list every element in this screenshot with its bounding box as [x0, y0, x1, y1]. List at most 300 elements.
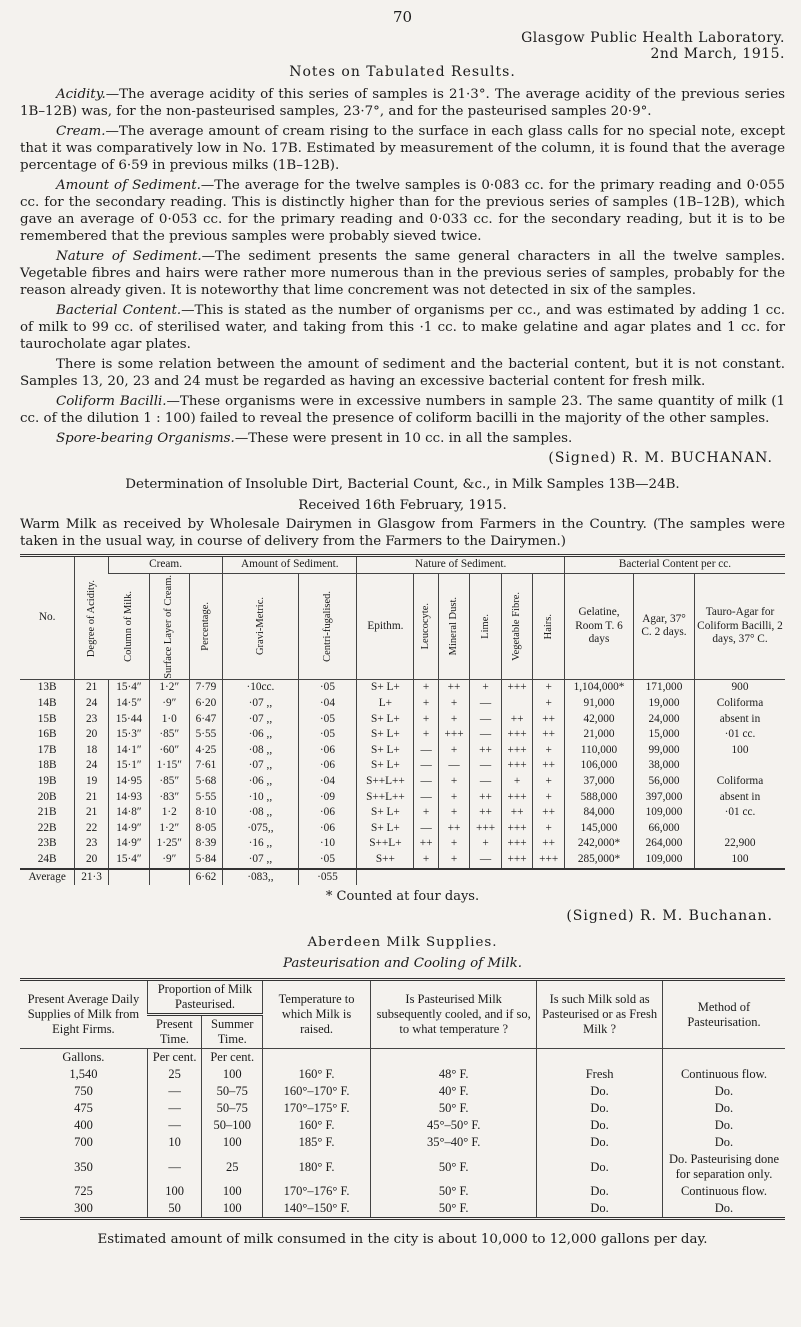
cell-hairs: ++ [533, 836, 565, 852]
note-paragraph [20, 430, 785, 447]
cell-centri: ·05 [298, 680, 357, 696]
cell-no: 22B [37, 821, 57, 834]
cell-hairs: + [533, 774, 565, 790]
cell-epithm: L+ [357, 696, 414, 712]
cell-veg: +++ [501, 743, 533, 759]
cell-gelatine: 91,000 [565, 696, 634, 712]
sediment-table [20, 554, 785, 885]
cell-no: 19B [37, 774, 57, 787]
cell-veg: ++ [501, 712, 533, 728]
cell-method: Continuous flow. [662, 1066, 785, 1083]
cell-pct: 8·10 [189, 805, 223, 821]
cell-temp: 170°–176° F. [263, 1183, 371, 1200]
cell-mineral: — [438, 758, 470, 774]
table-row [20, 727, 785, 743]
cell-tauro: absent in [695, 712, 786, 728]
footnote: * Counted at four days. [325, 889, 480, 905]
cell-column: 14·5″ [108, 696, 149, 712]
col-gelatine: Gelatine, Room T. 6 days [565, 573, 634, 680]
cell-epithm: S+ L+ [357, 743, 414, 759]
cell-gallons: 750 [74, 1084, 93, 1099]
cell-sold: Do. [537, 1117, 663, 1134]
notes-section [20, 86, 785, 447]
cell-column: 15·4″ [108, 852, 149, 869]
col-hairs: Hairs. [533, 573, 565, 680]
average-acidity: 21·3 [75, 869, 109, 886]
cell-tauro: 100 [695, 743, 786, 759]
cell-mineral: + [438, 712, 470, 728]
cell-gelatine: 1,104,000* [565, 680, 634, 696]
cell-present: — [147, 1100, 202, 1117]
note-text: —The average amount of cream rising to the surface in each glass calls for no special note, except that it was comparatively low in No. 17B. Estimated by measurement of the column, it is found that the average percentage of 6·59 in previous milks (1B–12B). [20, 124, 785, 173]
cell-gelatine: 42,000 [565, 712, 634, 728]
cell-summer: 25 [202, 1151, 263, 1183]
cell-cooled: 45°–50° F. [371, 1117, 537, 1134]
cell-mineral: ++ [438, 821, 470, 837]
cell-pct: 5·55 [189, 727, 223, 743]
cell-pct: 6·47 [189, 712, 223, 728]
t2-col-cooled: Is Pasteurised Milk subsequently cooled, and if so, to what temperature ? [371, 980, 537, 1049]
cell-agar: 264,000 [634, 836, 695, 852]
cell-lime: ++ [470, 805, 502, 821]
cell-method: Do. [662, 1200, 785, 1219]
cell-surface: 1·0 [149, 712, 189, 728]
cell-acidity: 21 [75, 790, 109, 806]
col-column: Column of Milk. [108, 573, 149, 680]
unit-present: Per cent. [147, 1049, 202, 1067]
units-row [20, 1049, 785, 1067]
col-epithm: Epithm. [357, 573, 414, 680]
note-lead: Bacterial Content. [56, 303, 182, 318]
cell-pct: 8·39 [189, 836, 223, 852]
note-text: —The sediment presents the same general characters in all the twelve samples. Vegetable fibres and hairs were rather more numerous than in the previous series of samples, probably for the reason already given. It is noteworthy that lime concrement was not detected in six of the samples. [20, 249, 785, 298]
col-percentage: Percentage. [189, 573, 223, 680]
report-date: 2nd March, 1915. [650, 46, 785, 62]
cell-surface: ·83″ [149, 790, 189, 806]
cell-gravi: ·07 ,, [223, 696, 298, 712]
cell-hairs: +++ [533, 852, 565, 869]
table-row [20, 790, 785, 806]
cell-centri: ·06 [298, 821, 357, 837]
group-bacterial: Bacterial Content per cc. [565, 556, 786, 574]
cell-centri: ·06 [298, 758, 357, 774]
group-cream: Cream. [108, 556, 222, 574]
table-row [20, 758, 785, 774]
col-lime: Lime. [470, 573, 502, 680]
cell-mineral: +++ [438, 727, 470, 743]
cell-lime: — [470, 758, 502, 774]
cell-column: 14·93 [108, 790, 149, 806]
cell-hairs: + [533, 696, 565, 712]
cell-column: 14·9″ [108, 836, 149, 852]
cell-hairs: ++ [533, 712, 565, 728]
page-number: 70 [392, 8, 413, 26]
note-text: —These were present in 10 cc. in all the samples. [234, 431, 573, 446]
cell-no: 18B [37, 759, 57, 772]
cell-gallons: 300 [20, 1200, 147, 1219]
cell-summer: 50–75 [202, 1083, 263, 1100]
table-row [20, 805, 785, 821]
cell-present: — [147, 1117, 202, 1134]
cell-tauro [695, 821, 786, 837]
cell-surface: ·60″ [149, 743, 189, 759]
cell-gallons: 1,540 [69, 1067, 98, 1082]
cell-gravi: ·08 ,, [223, 805, 298, 821]
cell-tauro: ·01 cc. [695, 805, 786, 821]
note-text: —This is stated as the number of organisms per cc., and was estimated by adding 1 cc. of milk to 99 cc. of sterilised water, and taking from this ·1 cc. to make gelatine and agar plates and 1 cc. for taurocholate agar plates. [20, 303, 785, 352]
cell-surface: ·85″ [149, 774, 189, 790]
cell-surface: 1·25″ [149, 836, 189, 852]
aberdeen-title: Aberdeen Milk Supplies. [307, 935, 498, 951]
cell-surface: ·9″ [149, 696, 189, 712]
cell-agar: 66,000 [634, 821, 695, 837]
cell-centri: ·04 [298, 696, 357, 712]
col-centri: Centri-fugalised. [298, 573, 357, 680]
note-paragraph [20, 248, 785, 299]
cell-leuco: + [414, 727, 438, 743]
cell-surface: 1·2 [149, 805, 189, 821]
cell-method: Do. [662, 1083, 785, 1100]
cell-agar: 15,000 [634, 727, 695, 743]
consumption-estimate: Estimated amount of milk consumed in the city is about 10,000 to 12,000 gallons per day. [97, 1232, 708, 1248]
cell-sold: Do. [537, 1100, 663, 1117]
cell-present: 10 [147, 1134, 202, 1151]
notes-subtitle: Notes on Tabulated Results. [289, 64, 516, 80]
note-text: —The average acidity of this series of samples is 21·3°. The average acidity of the previous series 1B–12B) was, for the non-pasteurised samples, 23·7°, and for the pasteurised samples 20·9°. [20, 87, 785, 119]
cell-lime: + [470, 680, 502, 696]
cell-lime: — [470, 712, 502, 728]
col-tauro: Tauro-Agar for Coliform Bacilli, 2 days, 37° C. [695, 573, 786, 680]
table-row [20, 1200, 785, 1219]
cell-lime: ++ [470, 743, 502, 759]
signature-buchanan-1: (Signed) R. M. BUCHANAN. [548, 450, 773, 466]
cell-summer: 50–75 [202, 1100, 263, 1117]
cell-epithm: S+ L+ [357, 821, 414, 837]
table-row [20, 1100, 785, 1117]
col-no: No. [20, 556, 75, 680]
cell-no: 20B [37, 790, 57, 803]
note-paragraph [20, 177, 785, 245]
cell-gallons: 725 [74, 1184, 93, 1199]
cell-temp: 160° F. [263, 1066, 371, 1083]
cell-surface: 1·2″ [149, 680, 189, 696]
col-leucocyte: Leucocyte. [414, 573, 438, 680]
cell-gravi: ·06 ,, [223, 727, 298, 743]
cell-lime: — [470, 727, 502, 743]
t2-col-summer: Summer Time. [202, 1015, 263, 1049]
cell-gravi: ·07 ,, [223, 712, 298, 728]
average-gravi: ·083,, [223, 869, 298, 886]
note-paragraph [20, 86, 785, 120]
cell-centri: ·05 [298, 852, 357, 869]
cell-method: Do. [662, 1100, 785, 1117]
lab-title: Glasgow Public Health Laboratory. [521, 30, 785, 46]
cell-acidity: 20 [75, 727, 109, 743]
cell-no: 16B [37, 728, 57, 741]
cell-column: 15·3″ [108, 727, 149, 743]
table-row [20, 712, 785, 728]
cell-surface: 1·2″ [149, 821, 189, 837]
cell-centri: ·05 [298, 712, 357, 728]
cell-surface: ·9″ [149, 852, 189, 869]
cell-no: 23B [37, 837, 57, 850]
cell-agar: 109,000 [634, 852, 695, 869]
cell-sold: Fresh [537, 1066, 663, 1083]
table-row [20, 1083, 785, 1100]
cell-cooled: 35°–40° F. [371, 1134, 537, 1151]
cell-cooled: 50° F. [371, 1100, 537, 1117]
cell-leuco: — [414, 790, 438, 806]
cell-column: 14·8″ [108, 805, 149, 821]
table-row [20, 852, 785, 869]
cell-agar: 38,000 [634, 758, 695, 774]
cell-mineral: + [438, 696, 470, 712]
cell-agar: 171,000 [634, 680, 695, 696]
cell-column: 14·9″ [108, 821, 149, 837]
cell-surface: 1·15″ [149, 758, 189, 774]
cell-no: 14B [37, 696, 57, 709]
unit-gallons: Gallons. [62, 1050, 105, 1065]
cell-column: 15·44 [108, 712, 149, 728]
cell-hairs: ++ [533, 758, 565, 774]
table-row [20, 1151, 785, 1183]
cell-tauro: 22,900 [695, 836, 786, 852]
col-vegetable: Vegetable Fibre. [501, 573, 533, 680]
cell-gelatine: 588,000 [565, 790, 634, 806]
cell-veg: +++ [501, 852, 533, 869]
table-row [20, 743, 785, 759]
cell-temp: 180° F. [263, 1151, 371, 1183]
pasteurisation-table [20, 978, 785, 1220]
cell-centri: ·06 [298, 743, 357, 759]
cell-pct: 5·68 [189, 774, 223, 790]
cell-acidity: 24 [75, 758, 109, 774]
cell-leuco: — [414, 774, 438, 790]
cell-gelatine: 84,000 [565, 805, 634, 821]
t2-col-temperature: Temperature to which Milk is raised. [263, 980, 371, 1049]
cell-gravi: ·07 ,, [223, 852, 298, 869]
cell-gallons: 700 [74, 1135, 93, 1150]
cell-veg: +++ [501, 758, 533, 774]
cell-present: 100 [147, 1183, 202, 1200]
cell-epithm: S++L++ [357, 774, 414, 790]
cell-agar: 56,000 [634, 774, 695, 790]
note-lead: Acidity. [56, 87, 106, 102]
cell-gallons: 475 [74, 1101, 93, 1116]
cell-no: 21B [37, 806, 57, 819]
cell-pct: 5·55 [189, 790, 223, 806]
cell-no: 15B [37, 712, 57, 725]
cell-gelatine: 110,000 [565, 743, 634, 759]
cell-gravi: ·10 ,, [223, 790, 298, 806]
unit-summer: Per cent. [202, 1049, 263, 1067]
cell-epithm: S+ L+ [357, 727, 414, 743]
cell-pct: 6·20 [189, 696, 223, 712]
cell-gravi: ·075,, [223, 821, 298, 837]
note-paragraph [20, 302, 785, 353]
cell-epithm: S+ L+ [357, 680, 414, 696]
cell-veg: +++ [501, 790, 533, 806]
cell-centri: ·05 [298, 727, 357, 743]
cell-acidity: 21 [75, 805, 109, 821]
cell-mineral: + [438, 852, 470, 869]
t2-col-present: Present Time. [147, 1015, 202, 1049]
cell-cooled: 48° F. [371, 1066, 537, 1083]
cell-lime: + [470, 836, 502, 852]
average-percentage: 6·62 [189, 869, 223, 886]
table-row [20, 821, 785, 837]
cell-summer: 100 [202, 1183, 263, 1200]
cell-agar: 19,000 [634, 696, 695, 712]
cell-acidity: 23 [75, 712, 109, 728]
note-text: There is some relation between the amount of sediment and the bacterial content, but it is not constant. Samples 13, 20, 23 and 24 must be regarded as having an excessive bacterial content for fresh milk. [20, 357, 785, 389]
cell-lime: — [470, 774, 502, 790]
cell-leuco: + [414, 852, 438, 869]
cell-acidity: 20 [75, 852, 109, 869]
cell-gelatine: 21,000 [565, 727, 634, 743]
note-lead: Amount of Sediment. [56, 178, 201, 193]
cell-veg: +++ [501, 727, 533, 743]
cell-epithm: S++L++ [357, 790, 414, 806]
cell-gravi: ·06 ,, [223, 774, 298, 790]
cell-leuco: + [414, 696, 438, 712]
cell-pct: 4·25 [189, 743, 223, 759]
cell-pct: 5·84 [189, 852, 223, 869]
note-text: —These organisms were in excessive numbers in sample 23. The same quantity of milk (1 cc. of the dilution 1 : 100) failed to reveal the presence of coliform bacilli in the majority of the other samples. [20, 394, 785, 426]
col-surface: Surface Layer of Cream. [149, 573, 189, 680]
cell-present: — [147, 1083, 202, 1100]
table-row [20, 1117, 785, 1134]
cell-gravi: ·16 ,, [223, 836, 298, 852]
average-row [20, 869, 785, 886]
cell-mineral: + [438, 805, 470, 821]
cell-present: 50 [147, 1200, 202, 1219]
cell-temp: 185° F. [263, 1134, 371, 1151]
received-date: Received 16th February, 1915. [298, 498, 507, 513]
note-lead: Cream. [56, 124, 106, 139]
cell-method: Do. Pasteurising done for separation only. [662, 1151, 785, 1183]
cell-summer: 50–100 [202, 1117, 263, 1134]
cell-agar: 99,000 [634, 743, 695, 759]
cell-mineral: + [438, 790, 470, 806]
cell-method: Do. [662, 1134, 785, 1151]
cell-agar: 109,000 [634, 805, 695, 821]
cell-centri: ·06 [298, 805, 357, 821]
cell-veg [501, 696, 533, 712]
signature-buchanan-2: (Signed) R. M. Buchanan. [566, 908, 773, 925]
cell-mineral: + [438, 774, 470, 790]
aberdeen-subtitle: Pasteurisation and Cooling of Milk. [282, 956, 523, 972]
cell-epithm: S+ L+ [357, 805, 414, 821]
cell-tauro: Coliforma [695, 696, 786, 712]
cell-leuco: ++ [414, 836, 438, 852]
t2-col-supplies: Present Average Daily Supplies of Milk from Eight Firms. [20, 980, 147, 1049]
cell-summer: 100 [202, 1066, 263, 1083]
cell-veg: + [501, 774, 533, 790]
cell-mineral: + [438, 743, 470, 759]
cell-tauro: absent in [695, 790, 786, 806]
cell-pct: 7·61 [189, 758, 223, 774]
note-paragraph [20, 123, 785, 174]
table-row [20, 836, 785, 852]
cell-summer: 100 [202, 1200, 263, 1219]
cell-centri: ·04 [298, 774, 357, 790]
cell-hairs: ++ [533, 727, 565, 743]
col-agar: Agar, 37° C. 2 days. [634, 573, 695, 680]
cell-gelatine: 37,000 [565, 774, 634, 790]
cell-acidity: 22 [75, 821, 109, 837]
cell-hairs: ++ [533, 805, 565, 821]
average-centri: ·055 [298, 869, 357, 886]
determination-heading: Determination of Insoluble Dirt, Bacterial Count, &c., in Milk Samples 13B—24B. [125, 477, 680, 492]
cell-hairs: + [533, 680, 565, 696]
col-gravi: Gravi-Metric. [223, 573, 298, 680]
cell-tauro: 100 [695, 852, 786, 869]
t2-col-method: Method of Pasteurisation. [662, 980, 785, 1049]
cell-sold: Do. [537, 1134, 663, 1151]
cell-acidity: 19 [75, 774, 109, 790]
cell-epithm: S++L+ [357, 836, 414, 852]
cell-lime: — [470, 696, 502, 712]
cell-pct: 7·79 [189, 680, 223, 696]
cell-veg: +++ [501, 836, 533, 852]
cell-leuco: — [414, 758, 438, 774]
cell-column: 14·95 [108, 774, 149, 790]
cell-present: — [147, 1151, 202, 1183]
cell-column: 15·4″ [108, 680, 149, 696]
cell-leuco: + [414, 805, 438, 821]
cell-leuco: — [414, 821, 438, 837]
average-label: Average [20, 869, 75, 886]
cell-lime: ++ [470, 790, 502, 806]
cell-gravi: ·07 ,, [223, 758, 298, 774]
note-lead: Spore-bearing Organisms. [56, 431, 235, 446]
note-paragraph [20, 356, 785, 390]
cell-epithm: S+ L+ [357, 758, 414, 774]
cell-gelatine: 145,000 [565, 821, 634, 837]
cell-temp: 160°–170° F. [263, 1083, 371, 1100]
cell-gravi: ·10cc. [223, 680, 298, 696]
cell-cooled: 50° F. [371, 1151, 537, 1183]
col-mineral: Mineral Dust. [438, 573, 470, 680]
note-lead: Coliform Bacilli. [56, 394, 167, 409]
cell-acidity: 24 [75, 696, 109, 712]
group-nature: Nature of Sediment. [357, 556, 565, 574]
cell-sold: Do. [537, 1083, 663, 1100]
cell-hairs: + [533, 821, 565, 837]
cell-tauro: Coliforma [695, 774, 786, 790]
cell-gallons: 400 [74, 1118, 93, 1133]
t2-col-proportion: Proportion of Milk Pasteurised. [147, 980, 262, 1015]
cell-lime: — [470, 852, 502, 869]
table-row [20, 1134, 785, 1151]
cell-centri: ·09 [298, 790, 357, 806]
cell-no: 17B [37, 743, 57, 756]
cell-temp: 170°–175° F. [263, 1100, 371, 1117]
cell-gallons: 350 [74, 1159, 93, 1174]
table-row [20, 1183, 785, 1200]
cell-surface: ·85″ [149, 727, 189, 743]
cell-hairs: + [533, 790, 565, 806]
cell-acidity: 18 [75, 743, 109, 759]
cell-cooled: 50° F. [371, 1183, 537, 1200]
cell-epithm: S+ L+ [357, 712, 414, 728]
cell-tauro [695, 758, 786, 774]
cell-leuco: — [414, 743, 438, 759]
cell-pct: 8·05 [189, 821, 223, 837]
cell-hairs: + [533, 743, 565, 759]
note-paragraph [20, 393, 785, 427]
